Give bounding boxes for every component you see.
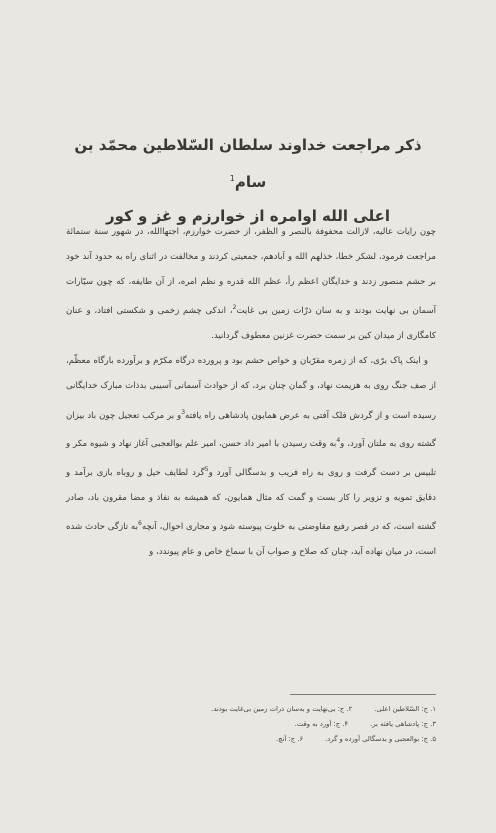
footnote-5: ۵. ج: بوالعجبی و بدسگالی آورده و گرد.: [325, 735, 436, 743]
paragraph-2-text-mid: و بر مرکب تعجیل چون باد بیزان گشته روی به ملتان آورد، و: [66, 410, 436, 450]
footnotes: [66, 702, 436, 747]
footnote-3: ۳. ج: پادشاهی یافته بر.: [370, 720, 436, 728]
heading-footnote-mark: 1: [229, 174, 235, 183]
footnote-6: ۶. ج: آنچ.: [275, 735, 304, 743]
footnote-mark: 4: [336, 437, 341, 445]
footnote-4: ۴. ج: آورد به وقت.: [294, 720, 349, 728]
paragraph-1-text: چون رایات عالیه، لازالت محفوفة بالنصر و الظفر، از حضرت خوارزم، اجتهاالله، در شهور سنة ستمائة مراجعت فرمود، لشکر خطا، خذلهم الله و اَبادهم، جمعیتی کردند و مخالفت در اثنای راه به حدود آند خود بر حشم منصور زدند و خدایگان اعظم رأ، عظم الله قدره و نظم امره، از آن طایفه، که چون سیّارات آسمان بی نهایت بودند و به سان ذرّات زمین بی غایت: [66, 227, 436, 317]
footnote-row: [66, 717, 436, 732]
paragraph-2-text-end3: به تازگی حادث شده است، در میان نهاده آید، چنان که صلاح و صواب آن با سماع خاص و عام پیوندد، و: [66, 522, 436, 558]
paragraph-2-text-end2: گرد لطایف حیل و روباه بازی برآمد و دقایق تمویه و تزویر را کار بست و گمت که مثال همایون، که همیشه به نفاذ و مضا مقرون باد، صادر گشته است، که در قصر رفیع مقاوضتی به خلوت پیوسته شود و مجاری احوال، آنچه: [66, 468, 437, 533]
footnote-1: ۱. ج: السّلاطین اعلی.: [374, 705, 436, 713]
heading-line-1-text: ذکر مراجعت خداوند سلطان السّلاطین محمّد بن سام: [74, 136, 422, 191]
paragraph-1: [66, 220, 436, 349]
body-text: [66, 220, 436, 566]
paragraph-1-text-end: ، اندکی چشم زخمی و شکستی افتاد، و عنان کامگاری از میدان کین بر سمت حضرت غزنین معطوف گردانید.: [66, 306, 436, 342]
paragraph-2-text: و اینک پاک برّی، که از زمره مقرّبان و خواص حشم بود و پرورده درگاه مکرّم و برآورده بارگاه معظّم، از صف جنگ روی به هزیمت نهاد، و گمان چنان برد، که از حوادث آسمانی آسیبی بدذات مبارک خدایگانی رسیده است و از گردش فلک آفتی به عرض همایون پادشاهی راه یافته: [66, 356, 436, 421]
paragraph-2-text-end: به وقت رسیدن با امیر داد حسن، امیر علم بوالعجبی آغاز نهاد و شیوه مکر و تلبیس بر دست گرفت و روی به راه فریب و بدسگالی آورد و: [66, 439, 437, 479]
footnote-row: [66, 702, 436, 717]
footnote-mark: 3: [181, 408, 186, 416]
footnote-mark: 5: [204, 466, 209, 474]
paragraph-2: [66, 349, 436, 565]
footnote-divider: [290, 694, 436, 695]
footnote-mark: 2: [232, 304, 237, 312]
heading-line-1: [70, 128, 426, 199]
footnote-mark: 6: [138, 520, 142, 528]
footnote-2: ۲. ج: بی‌نهایت و به‌سان ذرات زمین بی‌غایت بودند.: [211, 705, 353, 713]
heading-line-2: اعلی الله اوامره از خوارزم و غز و کور: [106, 207, 390, 225]
chapter-heading: [70, 128, 426, 233]
footnote-row: [66, 732, 436, 747]
